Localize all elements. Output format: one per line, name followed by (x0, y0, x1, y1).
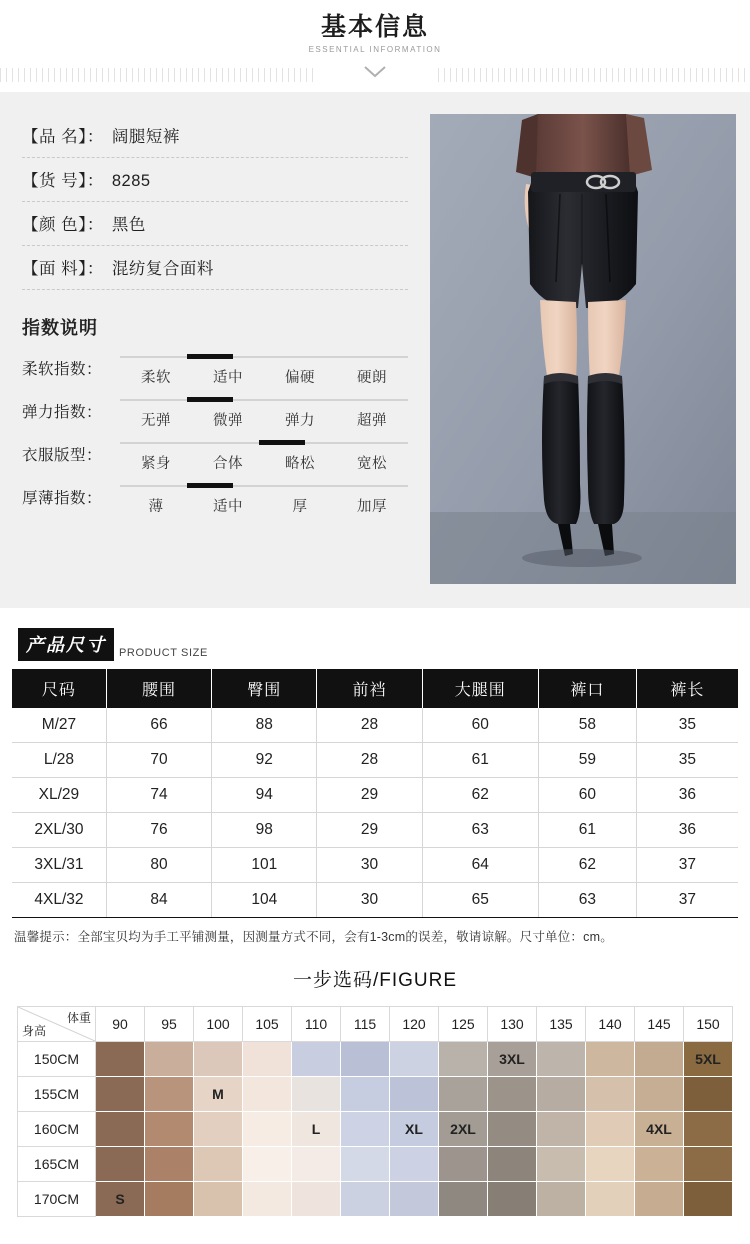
figure-cell (145, 1111, 194, 1146)
figure-row (18, 1111, 733, 1146)
size-cell: 28 (317, 742, 422, 777)
weight-header: 90 (96, 1006, 145, 1041)
figure-cell (145, 1041, 194, 1076)
corner-diagonal-icon (18, 1007, 95, 1041)
figure-cell (194, 1181, 243, 1216)
figure-cell (390, 1146, 439, 1181)
figure-cell (635, 1181, 684, 1216)
figure-cell (243, 1146, 292, 1181)
figure-cell: L (292, 1111, 341, 1146)
weight-header: 145 (635, 1006, 684, 1041)
size-cell: 76 (106, 812, 211, 847)
size-cell: 29 (317, 777, 422, 812)
figure-cell (488, 1146, 537, 1181)
table-row (12, 812, 738, 847)
size-table (12, 669, 738, 918)
info-row (22, 114, 408, 158)
weight-header: 125 (439, 1006, 488, 1041)
index-scale (120, 436, 408, 473)
info-value: 黑色 (111, 215, 146, 234)
figure-cell (537, 1146, 586, 1181)
figure-cell: M (194, 1076, 243, 1111)
index-option: 柔软 (141, 369, 171, 386)
figure-corner-cell (18, 1006, 96, 1041)
size-cell: 101 (212, 847, 317, 882)
size-cell: 30 (317, 847, 422, 882)
size-col-header: 尺码 (12, 669, 106, 708)
size-cell: 37 (636, 882, 738, 917)
figure-cell (194, 1146, 243, 1181)
index-marker (187, 397, 233, 402)
size-cell: 62 (538, 847, 636, 882)
index-scale (120, 393, 408, 430)
figure-cell: XL (390, 1111, 439, 1146)
weight-header: 100 (194, 1006, 243, 1041)
size-cell: 98 (212, 812, 317, 847)
size-cell: 2XL/30 (12, 812, 106, 847)
figure-cell (439, 1181, 488, 1216)
table-row (12, 777, 738, 812)
figure-cell (586, 1146, 635, 1181)
size-cell: 61 (538, 812, 636, 847)
figure-cell (439, 1146, 488, 1181)
size-badge-cn: 产品尺寸 (18, 628, 114, 661)
figure-cell: 5XL (684, 1041, 733, 1076)
figure-table (17, 1006, 733, 1217)
size-cell: 92 (212, 742, 317, 777)
figure-cell (586, 1111, 635, 1146)
figure-cell (341, 1146, 390, 1181)
chevron-down-icon (364, 66, 386, 78)
size-cell: 60 (422, 708, 538, 743)
figure-cell (537, 1181, 586, 1216)
index-title: 指数说明 (22, 317, 98, 338)
figure-cell (243, 1111, 292, 1146)
weight-header: 140 (586, 1006, 635, 1041)
index-row-thickness (22, 479, 408, 516)
index-row-fit (22, 436, 408, 473)
index-option: 超弹 (357, 412, 387, 429)
figure-cell (684, 1111, 733, 1146)
figure-cell (586, 1041, 635, 1076)
index-option: 弹力 (285, 412, 315, 429)
size-cell: 4XL/32 (12, 882, 106, 917)
size-cell: 59 (538, 742, 636, 777)
size-cell: 84 (106, 882, 211, 917)
figure-cell (292, 1146, 341, 1181)
figure-row (18, 1146, 733, 1181)
weight-header: 95 (145, 1006, 194, 1041)
table-row (12, 847, 738, 882)
index-option: 适中 (213, 369, 243, 386)
figure-cell (586, 1076, 635, 1111)
info-row (22, 246, 408, 290)
figure-cell (145, 1076, 194, 1111)
height-axis-label: 身高 (22, 1023, 47, 1038)
figure-cell (194, 1111, 243, 1146)
size-col-header: 裤口 (538, 669, 636, 708)
figure-cell (341, 1181, 390, 1216)
figure-cell (96, 1111, 145, 1146)
basic-info-section (0, 92, 750, 608)
index-option: 紧身 (141, 455, 171, 472)
weight-header: 110 (292, 1006, 341, 1041)
size-cell: 28 (317, 708, 422, 743)
figure-title: 一步选码/FIGURE (292, 969, 458, 991)
size-cell: 60 (538, 777, 636, 812)
size-cell: 36 (636, 777, 738, 812)
size-col-header: 臀围 (212, 669, 317, 708)
size-note: 温馨提示：全部宝贝均为手工平铺测量，因测量方式不同，会有1-3cm的误差，敬请谅解。尺寸单位：cm。 (14, 929, 613, 944)
size-cell: 64 (422, 847, 538, 882)
size-table-header-row (12, 669, 738, 708)
figure-cell (145, 1181, 194, 1216)
figure-cell (537, 1041, 586, 1076)
basic-info-left (0, 114, 430, 522)
figure-cell (488, 1076, 537, 1111)
index-option: 无弹 (141, 412, 171, 429)
table-row (12, 882, 738, 917)
figure-cell (390, 1041, 439, 1076)
weight-axis-label: 体重 (66, 1010, 91, 1025)
weight-header: 120 (390, 1006, 439, 1041)
figure-cell (390, 1076, 439, 1111)
size-cell: 94 (212, 777, 317, 812)
size-cell: 62 (422, 777, 538, 812)
info-value: 混纺复合面料 (111, 259, 214, 278)
index-row-softness (22, 350, 408, 387)
figure-cell (390, 1181, 439, 1216)
weight-header: 150 (684, 1006, 733, 1041)
figure-cell (292, 1181, 341, 1216)
figure-cell (243, 1041, 292, 1076)
info-row (22, 202, 408, 246)
size-cell: 35 (636, 708, 738, 743)
size-badge-en: PRODUCT SIZE (119, 646, 208, 659)
figure-cell (96, 1146, 145, 1181)
size-cell: L/28 (12, 742, 106, 777)
index-option: 微弹 (213, 412, 243, 429)
size-cell: 80 (106, 847, 211, 882)
info-row (22, 158, 408, 202)
index-marker (259, 440, 305, 445)
info-key: 【面 料】： (22, 259, 104, 278)
figure-cell (292, 1076, 341, 1111)
weight-header: 115 (341, 1006, 390, 1041)
product-photo-container (430, 114, 750, 584)
size-cell: 58 (538, 708, 636, 743)
index-scale (120, 350, 408, 387)
figure-cell (586, 1181, 635, 1216)
figure-cell (488, 1181, 537, 1216)
figure-cell (96, 1076, 145, 1111)
figure-cell (537, 1111, 586, 1146)
figure-cell (439, 1076, 488, 1111)
size-cell: 35 (636, 742, 738, 777)
table-row (12, 742, 738, 777)
size-col-header: 前裆 (317, 669, 422, 708)
size-cell: XL/29 (12, 777, 106, 812)
weight-header: 105 (243, 1006, 292, 1041)
info-key: 【品 名】： (22, 127, 104, 146)
index-track (120, 356, 408, 358)
figure-cell (635, 1146, 684, 1181)
figure-row (18, 1181, 733, 1216)
index-option: 加厚 (357, 498, 387, 515)
height-header: 150CM (18, 1041, 96, 1076)
info-value: 阔腿短裤 (111, 127, 180, 146)
size-cell: 104 (212, 882, 317, 917)
index-track (120, 485, 408, 487)
size-col-header: 腰围 (106, 669, 211, 708)
index-option: 宽松 (357, 455, 387, 472)
product-size-section (0, 608, 750, 959)
figure-cell (243, 1076, 292, 1111)
figure-cell: 2XL (439, 1111, 488, 1146)
size-col-header: 裤长 (636, 669, 738, 708)
index-option: 合体 (213, 455, 243, 472)
index-scale (120, 479, 408, 516)
height-header: 165CM (18, 1146, 96, 1181)
product-size-heading (0, 622, 750, 669)
page-title: 基本信息 (320, 13, 429, 41)
figure-section (0, 959, 750, 1217)
figure-cell (488, 1111, 537, 1146)
figure-cell (635, 1041, 684, 1076)
product-photo (430, 114, 736, 584)
info-key: 【货 号】： (22, 171, 104, 190)
size-cell: M/27 (12, 708, 106, 743)
size-cell: 88 (212, 708, 317, 743)
figure-cell (341, 1111, 390, 1146)
size-cell: 3XL/31 (12, 847, 106, 882)
figure-cell (292, 1041, 341, 1076)
index-label: 弹力指数： (22, 404, 103, 421)
index-row-elasticity (22, 393, 408, 430)
header-divider (0, 64, 750, 92)
figure-cell: S (96, 1181, 145, 1216)
size-cell: 37 (636, 847, 738, 882)
index-label: 柔软指数： (22, 361, 103, 378)
weight-header: 135 (537, 1006, 586, 1041)
figure-cell (194, 1041, 243, 1076)
index-option: 略松 (285, 455, 315, 472)
index-option: 硬朗 (357, 369, 387, 386)
figure-cell (341, 1041, 390, 1076)
figure-cell (243, 1181, 292, 1216)
height-header: 170CM (18, 1181, 96, 1216)
index-marker (187, 354, 233, 359)
index-option: 偏硬 (285, 369, 315, 386)
index-track (120, 399, 408, 401)
figure-cell (537, 1076, 586, 1111)
index-marker (187, 483, 233, 488)
figure-cell: 3XL (488, 1041, 537, 1076)
figure-cell (635, 1076, 684, 1111)
figure-cell (145, 1146, 194, 1181)
size-cell: 63 (422, 812, 538, 847)
height-header: 155CM (18, 1076, 96, 1111)
table-row (12, 708, 738, 743)
size-cell: 61 (422, 742, 538, 777)
size-cell: 29 (317, 812, 422, 847)
figure-row (18, 1041, 733, 1076)
size-cell: 66 (106, 708, 211, 743)
size-cell: 63 (538, 882, 636, 917)
figure-cell (439, 1041, 488, 1076)
index-option: 适中 (213, 498, 243, 515)
figure-cell (684, 1181, 733, 1216)
index-option: 厚 (292, 498, 308, 515)
size-cell: 30 (317, 882, 422, 917)
size-cell: 70 (106, 742, 211, 777)
size-cell: 36 (636, 812, 738, 847)
size-col-header: 大腿围 (422, 669, 538, 708)
info-key: 【颜 色】： (22, 215, 104, 234)
figure-cell: 4XL (635, 1111, 684, 1146)
weight-header: 130 (488, 1006, 537, 1041)
figure-cell (341, 1076, 390, 1111)
height-header: 160CM (18, 1111, 96, 1146)
page-header (0, 0, 750, 92)
size-cell: 65 (422, 882, 538, 917)
index-label: 衣服版型： (22, 447, 103, 464)
index-option: 薄 (148, 498, 164, 515)
page-subtitle: ESSENTIAL INFORMATION (308, 44, 442, 54)
figure-row (18, 1076, 733, 1111)
info-value: 8285 (111, 171, 151, 190)
figure-cell (684, 1146, 733, 1181)
index-label: 厚薄指数： (22, 490, 103, 507)
size-cell: 74 (106, 777, 211, 812)
figure-header-row (18, 1006, 733, 1041)
figure-cell (684, 1076, 733, 1111)
figure-cell (96, 1041, 145, 1076)
